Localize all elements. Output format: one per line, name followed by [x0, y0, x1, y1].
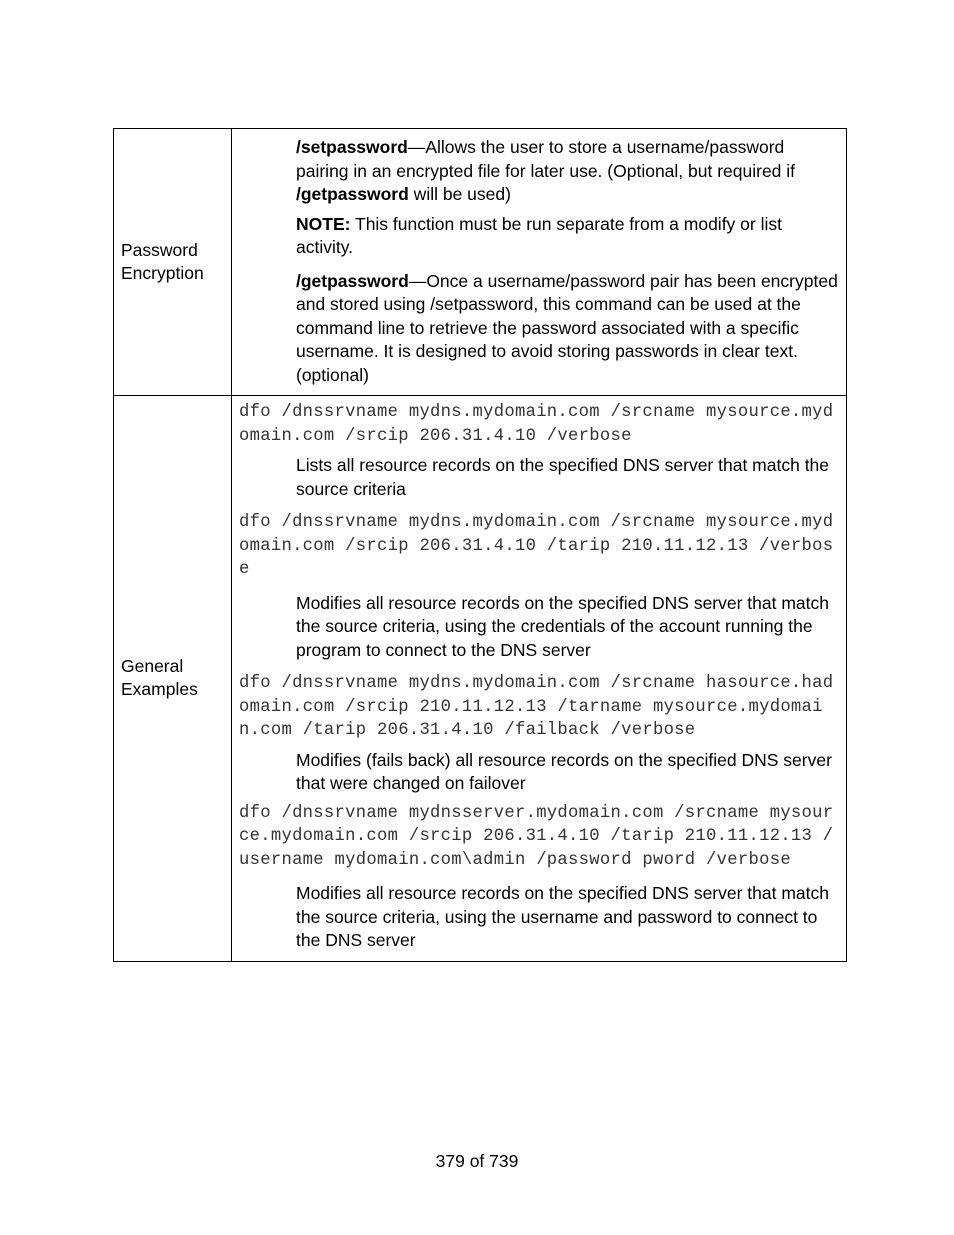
example-command: dfo /dnssrvname mydns.mydomain.com /srcname mysource.mydomain.com /srcip 206.31.4.10 /verbose	[239, 403, 834, 446]
row-label-line: Password	[121, 239, 198, 260]
getpassword-text: —Once a username/password pair has been encrypted and stored using /setpassword, this command can be used at the command line to retrieve the password associated with a specific username. It is designed to avoid storing passwords in clear text. (optional)	[296, 270, 838, 385]
getpassword-description	[296, 270, 838, 388]
example-command: dfo /dnssrvname mydns.mydomain.com /srcname hasource.hadomain.com /srcip 210.11.12.13 /tarname mysource.mydomain.com /tarip 206.31.4.10 /failback /verbose	[239, 674, 834, 740]
getpassword-command: /getpassword	[296, 270, 409, 291]
command-table	[113, 128, 847, 962]
setpassword-text-after: will be used)	[408, 184, 511, 204]
setpassword-description	[296, 136, 838, 207]
row-label-line: Encryption	[121, 263, 204, 283]
row-label-line: General	[121, 655, 184, 676]
general-examples-row	[114, 396, 847, 962]
note-label: NOTE:	[296, 213, 351, 234]
note-paragraph	[296, 213, 838, 260]
example-command: dfo /dnssrvname mydnsserver.mydomain.com /srcname mysource.mydomain.com /srcip 206.31.4.10 /tarip 210.11.12.13 /username mydomain.com\admin /password pword /verbose	[239, 803, 834, 870]
note-text: This function must be run separate from a modify or list activity.	[296, 213, 782, 257]
row-label-general-examples	[114, 396, 232, 962]
setpassword-command: /setpassword	[296, 137, 408, 157]
password-encryption-content	[232, 129, 847, 396]
password-encryption-row	[114, 129, 847, 396]
page-number: 379 of 739	[435, 1151, 519, 1171]
example-description: Modifies (fails back) all resource records on the specified DNS server that were changed on failover	[296, 749, 832, 793]
example-command: dfo /dnssrvname mydns.mydomain.com /srcname mysource.mydomain.com /srcip 206.31.4.10 /tarip 210.11.12.13 /verbose	[239, 513, 834, 579]
general-examples-content	[232, 396, 847, 962]
setpassword-text: —Allows the user to store a username/password pairing in an encrypted file for later use. (Optional, but required if	[296, 137, 796, 181]
example-description: Modifies all resource records on the specified DNS server that match the source criteria, using the username and password to connect to the DNS server	[296, 883, 830, 950]
example-description: Modifies all resource records on the specified DNS server that match the source criteria, using the credentials of the account running the program to connect to the DNS server	[296, 592, 830, 660]
getpassword-ref: /getpassword	[296, 184, 409, 204]
row-label-line: Examples	[121, 679, 198, 700]
row-label-password-encryption	[114, 129, 232, 396]
example-description: Lists all resource records on the specified DNS server that match the source criteria	[296, 455, 830, 499]
